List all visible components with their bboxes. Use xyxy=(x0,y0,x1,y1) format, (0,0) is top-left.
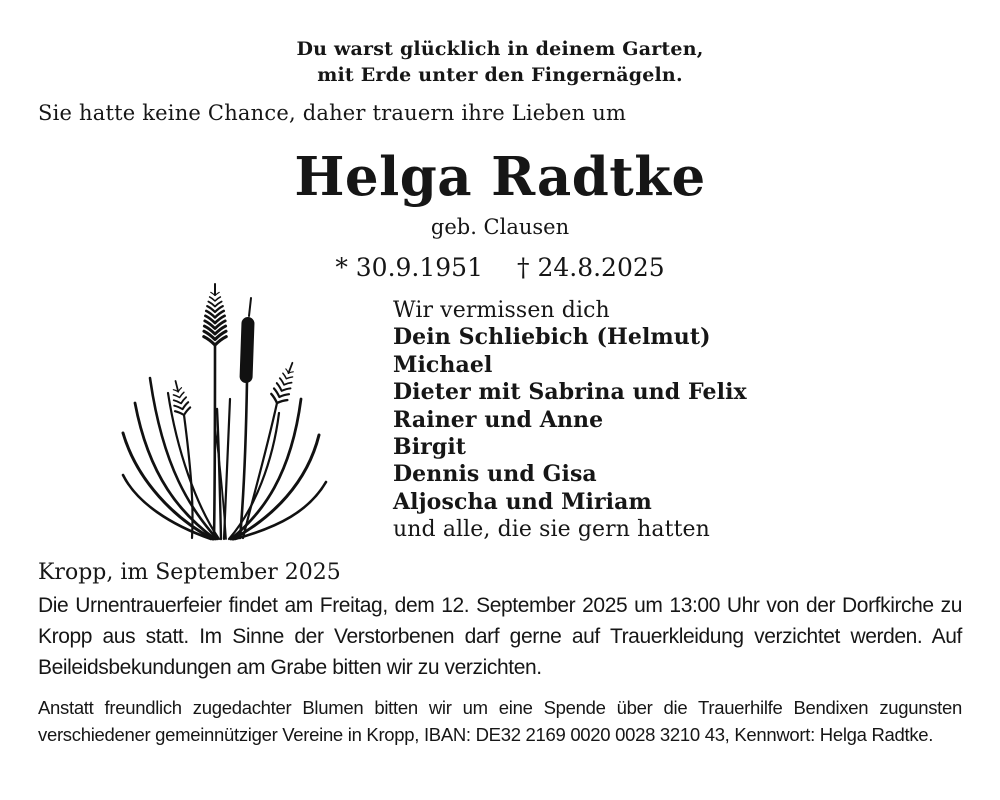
birth-name: geb. Clausen xyxy=(430,215,570,239)
life-dates xyxy=(0,253,1000,282)
death-date: † 24.8.2025 xyxy=(517,253,665,282)
mourners-list xyxy=(393,297,747,544)
mourner-entry: Rainer und Anne xyxy=(393,406,604,433)
epigraph xyxy=(0,36,1000,88)
intro-line: Sie hatte keine Chance, daher trauern ihre Lieben um xyxy=(38,101,627,125)
mourners-outro: und alle, die sie gern hatten xyxy=(393,517,710,543)
epigraph-line2: mit Erde unter den Fingernägeln. xyxy=(317,64,683,86)
epigraph-line1: Du warst glücklich in deinem Garten, xyxy=(296,38,704,60)
mourner-entry: Dennis und Gisa xyxy=(393,461,597,488)
donation-info: Anstatt freundlich zugedachter Blumen bitten wir um eine Spende über die Trauerhilfe Bendixen zugunsten verschiedener gemeinnütziger Vereine in Kropp, IBAN: DE32 2169 0020 0028 3210 43, Kennwort: Helga Radtke. xyxy=(38,697,962,745)
grass-illustration xyxy=(93,281,355,546)
mourners-intro: Wir vermissen dich xyxy=(393,298,610,323)
mourner-entry: Michael xyxy=(393,351,493,378)
mourner-entry: Dein Schliebich (Helmut) xyxy=(393,324,711,351)
deceased-name: Helga Radtke xyxy=(294,146,706,208)
mourner-entry: Aljoscha und Miriam xyxy=(393,488,652,515)
funeral-info: Die Urnentrauerfeier findet am Freitag, dem 12. September 2025 um 13:00 Uhr von der Dorfkirche zu Kropp aus statt. Im Sinne der Verstorbenen darf gerne auf Trauerkleidung verzichtet werden. Auf Beileidsbekundungen am Grabe bitten wir zu verzichten. xyxy=(38,594,962,679)
mourner-entry: Birgit xyxy=(393,434,467,461)
mourner-entry: Dieter mit Sabrina und Felix xyxy=(393,379,747,406)
birth-date: * 30.9.1951 xyxy=(335,253,483,282)
place-and-date: Kropp, im September 2025 xyxy=(38,560,341,585)
